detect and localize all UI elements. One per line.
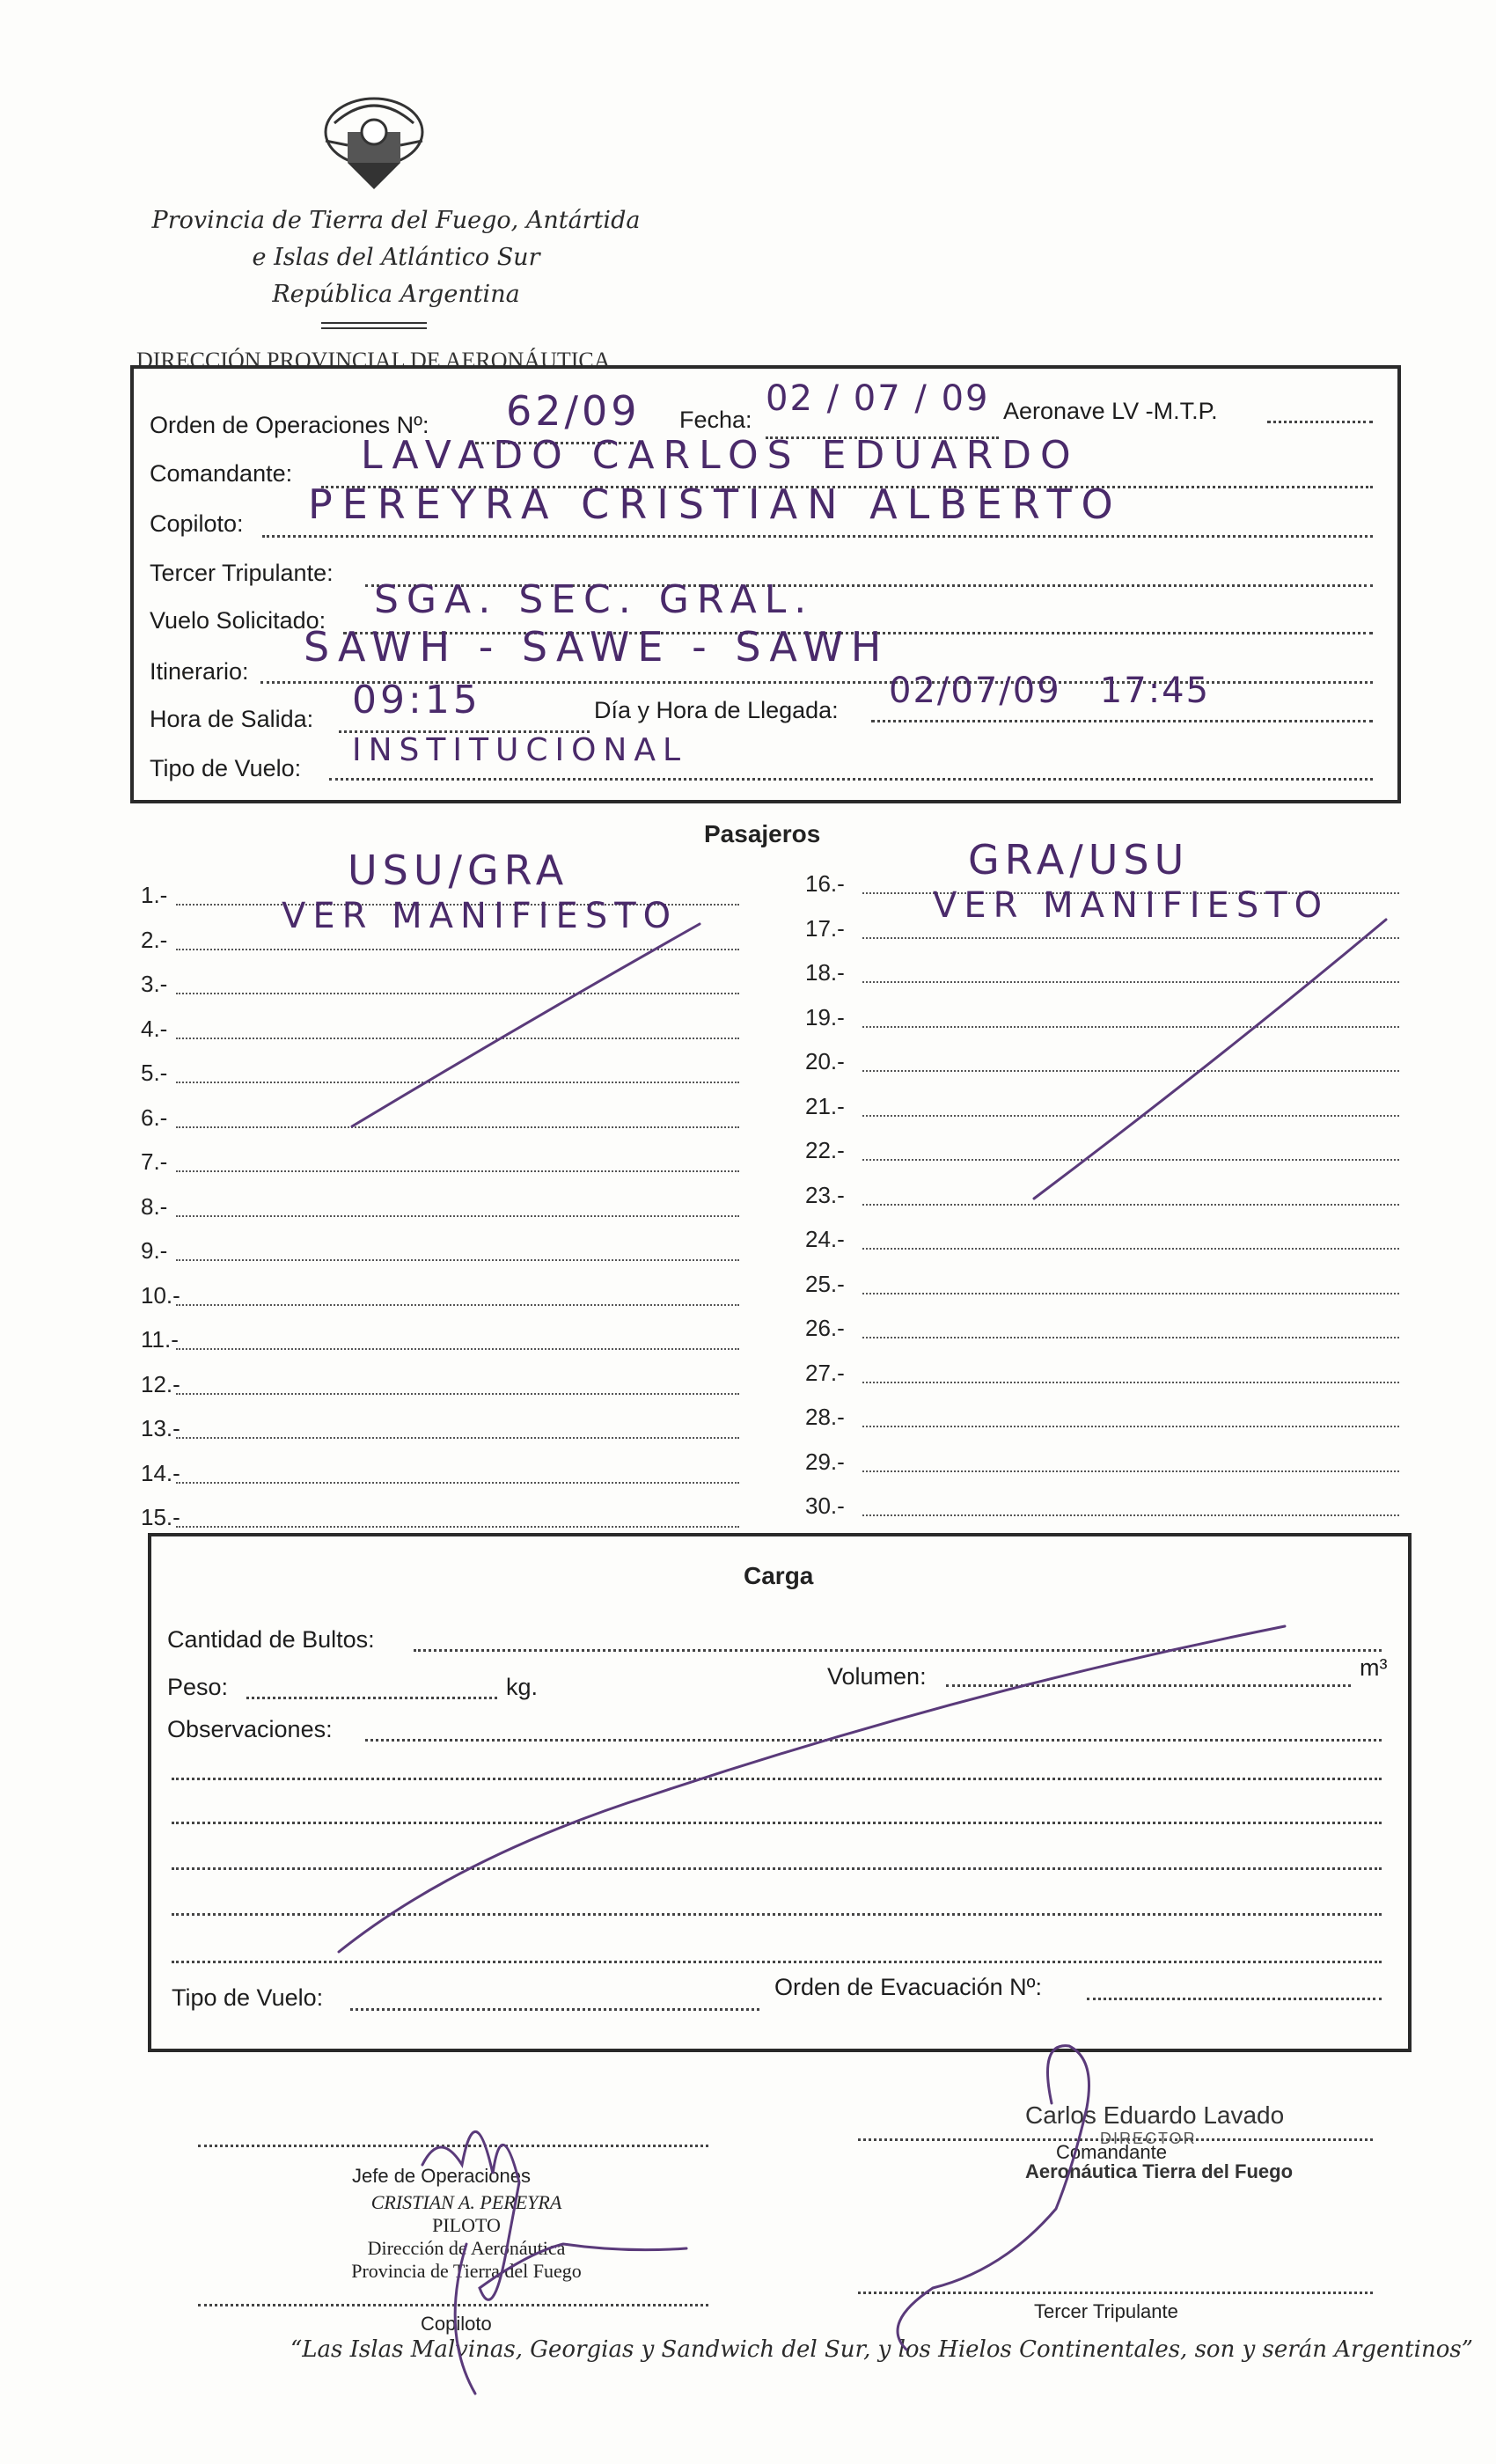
stamp-left-province: Provincia de Tierra del Fuego <box>351 2260 582 2282</box>
pasajero-left-field[interactable] <box>176 1126 739 1128</box>
copiloto-signature-line[interactable] <box>198 2304 708 2306</box>
pasajero-left-number: 1.- <box>141 882 168 908</box>
llegada-value: 02/07/09 17:45 <box>889 671 1211 711</box>
pasajero-right-row <box>805 1345 1399 1387</box>
pasajero-left-field[interactable] <box>176 1215 739 1217</box>
fecha-value: 02 / 07 / 09 <box>766 378 990 419</box>
pasajero-right-hand-1: GRA/USU <box>968 836 1190 884</box>
itinerario-label: Itinerario: <box>150 658 249 685</box>
pasajero-right-number: 26.- <box>805 1315 845 1341</box>
pasajero-left-number: 10.- <box>141 1281 180 1309</box>
pasajero-right-field[interactable] <box>862 981 1399 983</box>
pasajero-right-row <box>805 1033 1399 1075</box>
pasajero-left-row <box>141 1445 739 1487</box>
evacuacion-label: Orden de Evacuación Nº: <box>774 1974 1043 2000</box>
volumen-label: Volumen: <box>827 1663 927 1690</box>
pasajero-right-field[interactable] <box>862 1470 1399 1472</box>
pasajero-right-field[interactable] <box>862 1514 1399 1516</box>
pasajero-left-number: 11.- <box>141 1326 179 1353</box>
copiloto-label: Copiloto: <box>150 510 244 537</box>
stamp-right-dept: Aeronáutica Tierra del Fuego <box>1025 2160 1294 2182</box>
tercer-tripulante-label: Tercer Tripulante: <box>150 560 334 586</box>
pasajero-right-row <box>805 1167 1399 1209</box>
pasajero-right-number: 25.- <box>805 1270 845 1297</box>
pasajero-right-field[interactable] <box>862 937 1399 939</box>
pasajero-left-number: 5.- <box>141 1060 168 1086</box>
llegada-label: Día y Hora de Llegada: <box>594 697 839 723</box>
stamp-right-role: DIRECTOR <box>1100 2130 1197 2147</box>
pasajero-right-field[interactable] <box>862 1204 1399 1206</box>
pasajero-right-number: 22.- <box>805 1137 845 1163</box>
pasajero-right-number: 20.- <box>805 1048 845 1074</box>
pasajero-left-row <box>141 1489 739 1531</box>
itinerario-value: SAWH - SAWE - SAWH <box>304 623 890 671</box>
pasajero-right-row <box>805 1478 1399 1520</box>
fecha-label: Fecha: <box>679 407 752 433</box>
carga-tipo-vuelo-field[interactable] <box>350 2008 759 2011</box>
pasajero-right-number: 21.- <box>805 1092 845 1119</box>
tercer-sign-label: Tercer Tripulante <box>1034 2300 1178 2322</box>
pasajero-left-field[interactable] <box>176 1393 739 1395</box>
pasajero-left-field[interactable] <box>176 949 739 950</box>
pasajero-left-row <box>141 1267 739 1309</box>
pasajero-left-number: 14.- <box>141 1459 180 1486</box>
pasajero-left-number: 9.- <box>141 1237 168 1264</box>
jefe-signature-line[interactable] <box>198 2145 708 2147</box>
pasajero-left-number: 7.- <box>141 1148 168 1175</box>
tipo-vuelo-field[interactable] <box>329 778 1373 781</box>
pasajero-right-field[interactable] <box>862 1382 1399 1383</box>
copiloto-field[interactable] <box>262 535 1373 538</box>
copiloto-sign-label: Copiloto <box>421 2313 492 2335</box>
pasajero-right-row <box>805 989 1399 1031</box>
pasajero-left-field[interactable] <box>176 1259 739 1261</box>
pasajero-right-number: 30.- <box>805 1492 845 1519</box>
pasajero-right-number: 24.- <box>805 1226 845 1252</box>
pasajero-left-number: 8.- <box>141 1192 168 1220</box>
pasajero-right-hand-2: VER MANIFIESTO <box>933 885 1330 926</box>
stamp-right-name: Carlos Eduardo Lavado <box>1025 2101 1285 2129</box>
observaciones-field-2[interactable] <box>172 1778 1382 1780</box>
observaciones-field-3[interactable] <box>172 1822 1382 1824</box>
peso-field[interactable] <box>246 1697 497 1699</box>
pasajero-left-row <box>141 1045 739 1087</box>
pasajero-left-row <box>141 1222 739 1265</box>
pasajero-right-field[interactable] <box>862 1248 1399 1250</box>
pasajero-right-field[interactable] <box>862 1293 1399 1294</box>
pasajero-left-field[interactable] <box>176 1482 739 1484</box>
volumen-field[interactable] <box>946 1684 1351 1687</box>
province-name-line2: e Islas del Atlántico Sur <box>252 244 540 271</box>
copiloto-value: PEREYRA CRISTIAN ALBERTO <box>308 480 1123 528</box>
pasajero-left-row <box>141 1356 739 1398</box>
carga-title: Carga <box>744 1562 814 1589</box>
pasajero-right-number: 18.- <box>805 959 845 986</box>
observaciones-field-1[interactable] <box>365 1739 1382 1742</box>
pasajero-right-number: 29.- <box>805 1448 845 1475</box>
pasajero-left-row <box>141 1311 739 1353</box>
jefe-label: Jefe de Operaciones <box>352 2165 532 2187</box>
pasajero-right-number: 23.- <box>805 1181 845 1208</box>
pasajero-right-row <box>805 1256 1399 1298</box>
department-name: DIRECCIÓN PROVINCIAL DE AERONÁUTICA <box>136 348 611 373</box>
pasajero-left-row <box>141 1400 739 1442</box>
peso-label: Peso: <box>167 1674 229 1700</box>
observaciones-field-6[interactable] <box>172 1961 1382 1963</box>
country-name: República Argentina <box>272 281 520 308</box>
header-divider <box>321 322 427 329</box>
pasajero-left-field[interactable] <box>176 1304 739 1306</box>
pasajero-right-row <box>805 1078 1399 1120</box>
pasajero-right-row <box>805 1434 1399 1476</box>
pasajero-left-field[interactable] <box>176 1437 739 1439</box>
tipo-vuelo-label: Tipo de Vuelo: <box>150 755 302 781</box>
pasajero-right-field[interactable] <box>862 1070 1399 1072</box>
volumen-unit: m³ <box>1360 1654 1388 1681</box>
pasajeros-title: Pasajeros <box>704 820 821 847</box>
pasajero-left-row <box>141 1089 739 1132</box>
provincial-crest <box>317 92 431 198</box>
vuelo-solicitado-value: SGA. SEC. GRAL. <box>374 577 815 622</box>
pasajero-left-field[interactable] <box>176 1348 739 1350</box>
pasajero-right-row <box>805 1211 1399 1253</box>
pasajero-right-field[interactable] <box>862 1026 1399 1028</box>
pasajero-left-field[interactable] <box>176 993 739 994</box>
pasajero-left-number: 12.- <box>141 1370 180 1397</box>
evacuacion-field[interactable] <box>1087 1998 1382 2000</box>
vuelo-solicitado-label: Vuelo Solicitado: <box>150 607 326 634</box>
pasajero-left-field[interactable] <box>176 1082 739 1083</box>
llegada-field[interactable] <box>871 720 1373 722</box>
pasajero-left-row <box>141 1001 739 1043</box>
pasajero-right-number: 17.- <box>805 914 845 942</box>
pasajero-left-number: 6.- <box>141 1104 168 1131</box>
pasajero-right-row <box>805 944 1399 986</box>
orden-value: 62/09 <box>506 387 641 435</box>
pasajero-right-field[interactable] <box>862 1159 1399 1161</box>
pasajero-right-number: 19.- <box>805 1003 845 1030</box>
hora-salida-label: Hora de Salida: <box>150 706 314 732</box>
pasajero-left-row <box>141 956 739 998</box>
pasajero-right-field[interactable] <box>862 1337 1399 1338</box>
pasajero-left-row <box>141 1178 739 1221</box>
tercer-signature-line[interactable] <box>858 2292 1373 2294</box>
pasajero-left-number: 15.- <box>141 1504 180 1530</box>
peso-unit: kg. <box>506 1674 539 1700</box>
stamp-left-dept: Dirección de Aeronáutica <box>367 2237 566 2259</box>
pasajero-left-hand-2: VER MANIFIESTO <box>282 896 678 936</box>
observaciones-label: Observaciones: <box>167 1716 333 1742</box>
comandante-value: LAVADO CARLOS EDUARDO <box>361 433 1080 478</box>
orden-label: Orden de Operaciones Nº: <box>150 412 429 438</box>
comandante-label: Comandante: <box>150 460 293 487</box>
aeronave-label: Aeronave LV -M.T.P. <box>1003 398 1218 424</box>
pasajero-right-number: 27.- <box>805 1359 845 1386</box>
pasajero-right-field[interactable] <box>862 1426 1399 1427</box>
pasajero-right-row <box>805 1122 1399 1164</box>
pasajero-left-field[interactable] <box>176 1170 739 1172</box>
pasajero-left-hand-1: USU/GRA <box>348 847 569 894</box>
stamp-left-name: CRISTIAN A. PEREYRA <box>370 2191 562 2213</box>
hora-salida-value: 09:15 <box>352 678 481 722</box>
footer-quote: “Las Islas Malvinas, Georgias y Sandwich del Sur, y los Hielos Continentales, son y serán Argentinos” <box>290 2336 1473 2363</box>
bultos-field[interactable] <box>414 1649 1382 1652</box>
pasajero-right-row <box>805 1300 1399 1342</box>
carga-tipo-vuelo-label: Tipo de Vuelo: <box>172 1984 324 2011</box>
tipo-vuelo-value: INSTITUCIONAL <box>352 732 688 768</box>
stamp-left-role: PILOTO <box>432 2214 501 2236</box>
pasajero-left-number: 3.- <box>141 971 168 997</box>
aeronave-field[interactable] <box>1267 421 1373 423</box>
pasajero-left-field[interactable] <box>176 1526 739 1528</box>
pasajero-left-row <box>141 1133 739 1176</box>
pasajero-left-field[interactable] <box>176 1038 739 1039</box>
pasajero-left-number: 4.- <box>141 1015 168 1042</box>
province-name-line1: Provincia de Tierra del Fuego, Antártida <box>151 207 641 234</box>
bultos-label: Cantidad de Bultos: <box>167 1626 375 1653</box>
observaciones-field-4[interactable] <box>172 1867 1382 1870</box>
pasajero-right-number: 28.- <box>805 1404 845 1430</box>
pasajero-right-row <box>805 1389 1399 1431</box>
pasajero-right-number: 16.- <box>805 870 845 897</box>
pasajero-right-field[interactable] <box>862 1115 1399 1117</box>
pasajero-left-number: 13.- <box>141 1415 180 1441</box>
pasajero-left-number: 2.- <box>141 926 168 953</box>
observaciones-field-5[interactable] <box>172 1913 1382 1916</box>
comandante-sign-label: Comandante <box>1056 2141 1167 2163</box>
